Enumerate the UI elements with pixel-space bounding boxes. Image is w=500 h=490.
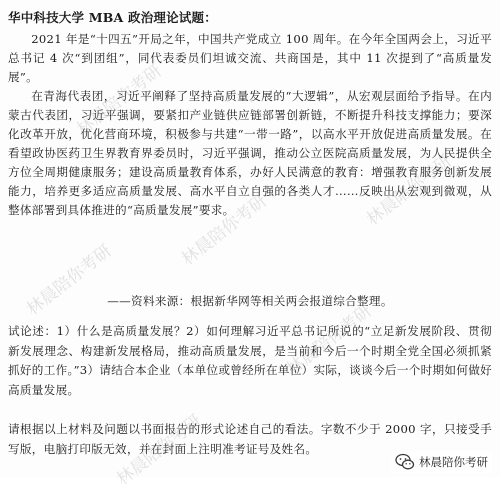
brand-name: 林晨陪你考研 [419,455,488,469]
watermark-text: 林晨陪你考研 [283,301,376,380]
watermark-text: 林晨陪你考研 [363,151,456,230]
paragraph-intro: 2021 年是“十四五”开局之年，中国共产党成立 100 周年。在今年全国两会上，习近平总书记 4 次“到团组”，同代表委员们坦诚交流、共商国是，其中 11 次提到了“高质量发展”。 [8,32,492,84]
wechat-icon [395,453,415,471]
source-note: ——资料来源：根据新华网等相关两会报道综合整理。 [107,294,393,308]
writing-instructions: 请根据以上材料及问题以书面报告的形式论述自己的看法。字数不少于 2000 字，只接受手写版，电脑打印版无效，并在封面上注明准考证号及姓名。 [8,422,492,456]
watermark-text: 林晨陪你考研 [23,241,116,320]
discussion-questions: 试论述：1）什么是高质量发展？2）如何理解习近平总书记所说的“立足新发展阶段、贯彻新发展理念、构建新发展格局，推动高质量发展，是当前和今后一个时期全党全国必须抓紧抓好的工作。”3）请结合本企业（本单位或曾经所在单位）实际，谈谈今后一个时期如何做好高质量发展。 [8,324,492,397]
watermark-text: 林晨陪你考研 [73,61,166,140]
paragraph-body: 在青海代表团，习近平阐释了坚持高质量发展的“大逻辑”，从宏观层面给予指导。在内蒙古代表团，习近平强调，要紧扣产业链供应链部署创新链，不断提升科技支撑能力；要深化改革开放，优化营商环境，积极参与共建“一带一路”，以高水平开放促进高质量发展。在看望政协医药卫生界教育界委员时，习近平强调，推动公立医院高质量发展，为人民提供全方位全周期健康服务；建设高质量教育体系，办好人民满意的教育：增强教育服务创新发展能力，培养更多适应高质量发展、高水平自立自强的各类人才……反映出从宏观到微观，从整体部署到具体推进的“高质量发展”要求。 [8,89,492,217]
watermark-text: 林晨陪你考研 [178,191,271,270]
brand-logo [391,451,492,473]
watermark-text: 林晨陪你考研 [113,411,206,490]
document-title: 华中科技大学 MBA 政治理论试题： [8,10,217,25]
